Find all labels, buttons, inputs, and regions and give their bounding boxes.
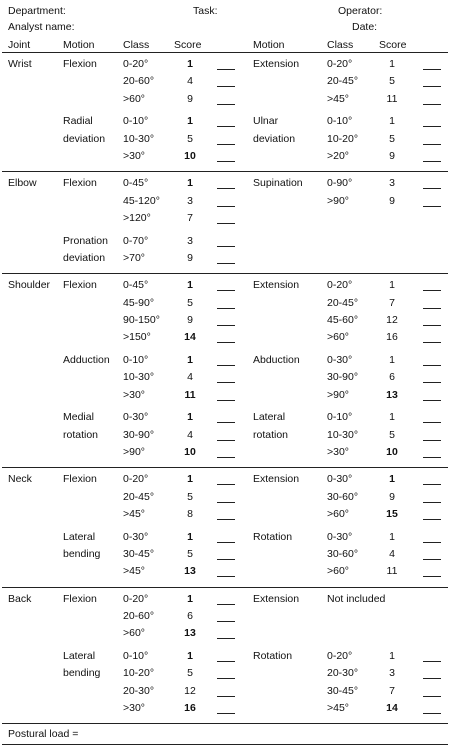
score-cell: 5 (187, 490, 193, 503)
class-cell: 0-45° (123, 279, 149, 292)
score-entry-blank[interactable] (217, 502, 235, 503)
score-entry-blank[interactable] (217, 104, 235, 105)
class2-cell: >90° (327, 194, 350, 207)
score2-cell: 9 (389, 194, 395, 207)
score-entry-blank[interactable] (217, 661, 235, 662)
class-cell: 0-30° (123, 530, 149, 543)
class-cell: >30° (123, 150, 146, 162)
class2-cell: >20° (327, 150, 350, 162)
class-cell: >30° (123, 388, 146, 401)
score-entry-blank[interactable] (217, 206, 235, 207)
motion2-label: Abduction (253, 354, 300, 366)
class-cell: 0-70° (123, 234, 149, 247)
score-cell: 4 (187, 75, 193, 88)
score2-entry-blank[interactable] (423, 188, 441, 189)
score-entry-blank[interactable] (217, 308, 235, 309)
score2-entry-blank[interactable] (423, 69, 441, 70)
score2-entry-blank[interactable] (423, 484, 441, 485)
score-cell: 13 (184, 627, 196, 640)
class2-cell: 0-20° (327, 58, 353, 70)
motion-label: bending (63, 667, 101, 680)
motion2-label: Ulnar (253, 115, 279, 128)
class2-cell: 0-30° (327, 530, 353, 543)
score2-entry-blank[interactable] (423, 290, 441, 291)
motion2-label: Extension (253, 279, 300, 292)
score2-entry-blank[interactable] (423, 502, 441, 503)
class-cell: >90° (123, 446, 146, 458)
class2-cell: 20-30° (327, 667, 359, 680)
score-entry-blank[interactable] (217, 604, 235, 605)
motion-label: Flexion (63, 58, 97, 70)
class2-cell: 0-30° (327, 354, 353, 366)
class-cell: 0-20° (123, 592, 149, 605)
score2-entry-blank[interactable] (423, 576, 441, 577)
score2-cell: 12 (386, 313, 398, 326)
score-cell: 4 (187, 371, 193, 384)
score2-entry-blank[interactable] (423, 713, 441, 714)
class-cell: 30-90° (123, 428, 155, 441)
class2-cell: >90° (327, 388, 350, 401)
not-included-note: Not included (327, 592, 386, 605)
col-motion-header: Motion (63, 39, 95, 51)
score-cell: 16 (184, 701, 196, 714)
score2-entry-blank[interactable] (423, 542, 441, 543)
score2-cell: 4 (389, 548, 395, 560)
score2-cell: 3 (389, 177, 395, 190)
score-entry-blank[interactable] (217, 263, 235, 264)
score2-cell: 10 (386, 446, 398, 458)
class-cell: >60° (123, 92, 146, 105)
class-cell: 10-20° (123, 667, 155, 680)
score-cell: 1 (187, 530, 193, 543)
motion2-label: Rotation (253, 650, 293, 662)
score-entry-blank[interactable] (217, 638, 235, 639)
score-cell: 1 (187, 592, 193, 605)
score2-entry-blank[interactable] (423, 161, 441, 162)
score2-entry-blank[interactable] (423, 422, 441, 423)
score-cell: 4 (187, 428, 193, 441)
score-cell: 10 (184, 150, 196, 162)
score2-cell: 1 (389, 650, 395, 662)
score2-cell: 14 (386, 701, 398, 714)
score-entry-blank[interactable] (217, 382, 235, 383)
score-cell: 10 (184, 446, 196, 458)
score2-cell: 1 (389, 411, 395, 424)
score-entry-blank[interactable] (217, 621, 235, 622)
col-class2-header: Class (327, 39, 354, 51)
section-divider (2, 587, 448, 588)
class-cell: 20-60° (123, 75, 155, 88)
score2-cell: 5 (389, 75, 395, 88)
score2-cell: 5 (389, 428, 395, 441)
score2-cell: 6 (389, 371, 395, 384)
motion-label: Flexion (63, 177, 97, 190)
header-divider (2, 52, 448, 53)
class-cell: 0-45° (123, 177, 149, 190)
class2-cell: 0-10° (327, 411, 353, 424)
class2-cell: 30-60° (327, 490, 359, 503)
class-cell: 45-120° (123, 194, 160, 207)
score2-cell: 1 (389, 115, 395, 128)
score-cell: 7 (187, 211, 193, 224)
section-divider (2, 467, 448, 468)
operator-label: Operator: (338, 5, 383, 17)
class-cell: 45-90° (123, 296, 155, 309)
score-entry-blank[interactable] (217, 365, 235, 366)
motion-label: Radial (63, 115, 93, 128)
score2-entry-blank[interactable] (423, 126, 441, 127)
score2-entry-blank[interactable] (423, 206, 441, 207)
score2-entry-blank[interactable] (423, 308, 441, 309)
score2-cell: 3 (389, 667, 395, 680)
class-cell: 0-10° (123, 354, 149, 366)
class-cell: >45° (123, 507, 146, 520)
score-entry-blank[interactable] (217, 86, 235, 87)
score-entry-blank[interactable] (217, 696, 235, 697)
motion2-label: Extension (253, 473, 300, 486)
class-cell: 10-30° (123, 371, 155, 384)
score2-entry-blank[interactable] (423, 440, 441, 441)
class2-cell: 45-60° (327, 313, 359, 326)
motion-label: rotation (63, 428, 99, 441)
score2-entry-blank[interactable] (423, 400, 441, 401)
score-cell: 5 (187, 296, 193, 309)
class-cell: 10-30° (123, 132, 155, 145)
class-cell: 0-10° (123, 650, 149, 662)
score2-cell: 9 (389, 490, 395, 503)
score-cell: 1 (187, 115, 193, 128)
score-entry-blank[interactable] (217, 422, 235, 423)
class2-cell: >30° (327, 446, 350, 458)
score2-entry-blank[interactable] (423, 86, 441, 87)
class-cell: 0-20° (123, 58, 149, 70)
joint-label-wrist: Wrist (8, 58, 32, 70)
score2-entry-blank[interactable] (423, 365, 441, 366)
col-score-header: Score (174, 39, 202, 51)
score-cell: 3 (187, 194, 193, 207)
score2-cell: 5 (389, 132, 395, 145)
score-cell: 9 (187, 252, 193, 264)
motion-label: Flexion (63, 473, 97, 486)
score-entry-blank[interactable] (217, 559, 235, 560)
score-entry-blank[interactable] (217, 400, 235, 401)
score-entry-blank[interactable] (217, 188, 235, 189)
motion-label: bending (63, 548, 101, 560)
motion2-label: rotation (253, 428, 289, 441)
score-cell: 1 (187, 177, 193, 190)
score2-entry-blank[interactable] (423, 325, 441, 326)
joint-label-neck: Neck (8, 473, 32, 486)
class2-cell: 20-45° (327, 296, 359, 309)
class2-cell: 0-10° (327, 115, 353, 128)
class2-cell: >60° (327, 507, 350, 520)
motion-label: Adduction (63, 354, 110, 366)
class-cell: >30° (123, 701, 146, 714)
score2-cell: 9 (389, 150, 395, 162)
score2-entry-blank[interactable] (423, 519, 441, 520)
score-cell: 1 (187, 411, 193, 424)
col-class-header: Class (123, 39, 150, 51)
score2-cell: 11 (386, 92, 398, 105)
class-cell: >60° (123, 627, 146, 640)
score-cell: 1 (187, 279, 193, 292)
class2-cell: 20-45° (327, 75, 359, 88)
analyst-name-label: Analyst name: (8, 21, 75, 33)
motion-label: deviation (63, 252, 106, 264)
motion-label: Lateral (63, 650, 96, 662)
class-cell: >120° (123, 211, 151, 224)
score-cell: 14 (184, 331, 196, 344)
score2-entry-blank[interactable] (423, 661, 441, 662)
score-cell: 1 (187, 354, 193, 366)
joint-label-elbow: Elbow (8, 177, 37, 190)
motion2-label: Lateral (253, 411, 286, 424)
score-entry-blank[interactable] (217, 678, 235, 679)
score2-cell: 15 (386, 507, 398, 520)
score-entry-blank[interactable] (217, 290, 235, 291)
score2-cell: 16 (386, 331, 398, 344)
section-divider (2, 171, 448, 172)
motion-label: Lateral (63, 530, 96, 543)
score-cell: 3 (187, 234, 193, 247)
class2-cell: >60° (327, 331, 350, 344)
score2-entry-blank[interactable] (423, 382, 441, 383)
class2-cell: >45° (327, 701, 350, 714)
class2-cell: 10-20° (327, 132, 359, 145)
score2-entry-blank[interactable] (423, 104, 441, 105)
section-divider (2, 273, 448, 274)
score-entry-blank[interactable] (217, 69, 235, 70)
score-cell: 5 (187, 132, 193, 145)
score-cell: 9 (187, 313, 193, 326)
score-entry-blank[interactable] (217, 325, 235, 326)
score2-cell: 11 (386, 565, 398, 578)
task-label: Task: (193, 5, 218, 17)
postural-load-label: Postural load = (8, 728, 79, 741)
score-cell: 1 (187, 473, 193, 486)
score-entry-blank[interactable] (217, 713, 235, 714)
class-cell: 90-150° (123, 313, 160, 326)
score-cell: 5 (187, 548, 193, 560)
motion2-label: Rotation (253, 530, 293, 543)
class2-cell: >45° (327, 92, 350, 105)
score2-cell: 1 (389, 354, 395, 366)
score2-entry-blank[interactable] (423, 678, 441, 679)
joint-label-back: Back (8, 592, 32, 605)
motion2-label: deviation (253, 132, 296, 145)
class2-cell: 0-20° (327, 279, 353, 292)
class2-cell: 30-60° (327, 548, 359, 560)
motion2-label: Extension (253, 58, 300, 70)
class-cell: >150° (123, 331, 151, 344)
class-cell: 20-30° (123, 684, 155, 697)
motion-label: Medial (63, 411, 94, 424)
class-cell: >45° (123, 565, 146, 578)
score-entry-blank[interactable] (217, 161, 235, 162)
motion-label: Pronation (63, 234, 108, 247)
score-cell: 12 (184, 684, 196, 697)
score2-cell: 13 (386, 388, 398, 401)
score-entry-blank[interactable] (217, 144, 235, 145)
motion-label: Flexion (63, 279, 97, 292)
class-cell: 0-30° (123, 411, 149, 424)
col-score2-header: Score (379, 39, 407, 51)
score-entry-blank[interactable] (217, 457, 235, 458)
score2-entry-blank[interactable] (423, 457, 441, 458)
class-cell: 20-45° (123, 490, 155, 503)
class-cell: 0-20° (123, 473, 149, 486)
score2-cell: 1 (389, 473, 395, 486)
score-entry-blank[interactable] (217, 342, 235, 343)
score-entry-blank[interactable] (217, 542, 235, 543)
score-entry-blank[interactable] (217, 223, 235, 224)
class-cell: 20-60° (123, 609, 155, 622)
score2-entry-blank[interactable] (423, 696, 441, 697)
score2-cell: 7 (389, 684, 395, 697)
class2-cell: 10-30° (327, 428, 359, 441)
class2-cell: 30-45° (327, 684, 359, 697)
section-divider (2, 723, 448, 724)
department-label: Department: (8, 5, 66, 17)
date-label: Date: (352, 21, 378, 33)
motion-label: deviation (63, 132, 106, 145)
score-entry-blank[interactable] (217, 519, 235, 520)
joint-label-shoulder: Shoulder (8, 279, 51, 292)
class-cell: 0-10° (123, 115, 149, 128)
class2-cell: >60° (327, 565, 350, 578)
score-entry-blank[interactable] (217, 246, 235, 247)
score2-cell: 1 (389, 530, 395, 543)
score2-entry-blank[interactable] (423, 559, 441, 560)
class2-cell: 30-90° (327, 371, 359, 384)
score-entry-blank[interactable] (217, 484, 235, 485)
score-cell: 5 (187, 667, 193, 680)
score-entry-blank[interactable] (217, 576, 235, 577)
score2-entry-blank[interactable] (423, 342, 441, 343)
score2-cell: 1 (389, 58, 395, 70)
score2-entry-blank[interactable] (423, 144, 441, 145)
score-cell: 9 (187, 92, 193, 105)
motion-label: Flexion (63, 592, 97, 605)
score-cell: 1 (187, 650, 193, 662)
score-cell: 11 (184, 388, 196, 401)
score-cell: 8 (187, 507, 193, 520)
score2-cell: 1 (389, 279, 395, 292)
score-entry-blank[interactable] (217, 440, 235, 441)
class2-cell: 0-20° (327, 650, 353, 662)
col-motion2-header: Motion (253, 39, 285, 51)
score-cell: 13 (184, 565, 196, 578)
col-joint-header: Joint (8, 39, 31, 51)
class-cell: 30-45° (123, 548, 155, 560)
score-cell: 6 (187, 609, 193, 622)
score-cell: 1 (187, 58, 193, 70)
class2-cell: 0-30° (327, 473, 353, 486)
motion2-label: Supination (253, 177, 303, 190)
class2-cell: 0-90° (327, 177, 353, 190)
class-cell: >70° (123, 252, 146, 264)
score2-cell: 7 (389, 296, 395, 309)
motion2-label: Extension (253, 592, 300, 605)
score-entry-blank[interactable] (217, 126, 235, 127)
